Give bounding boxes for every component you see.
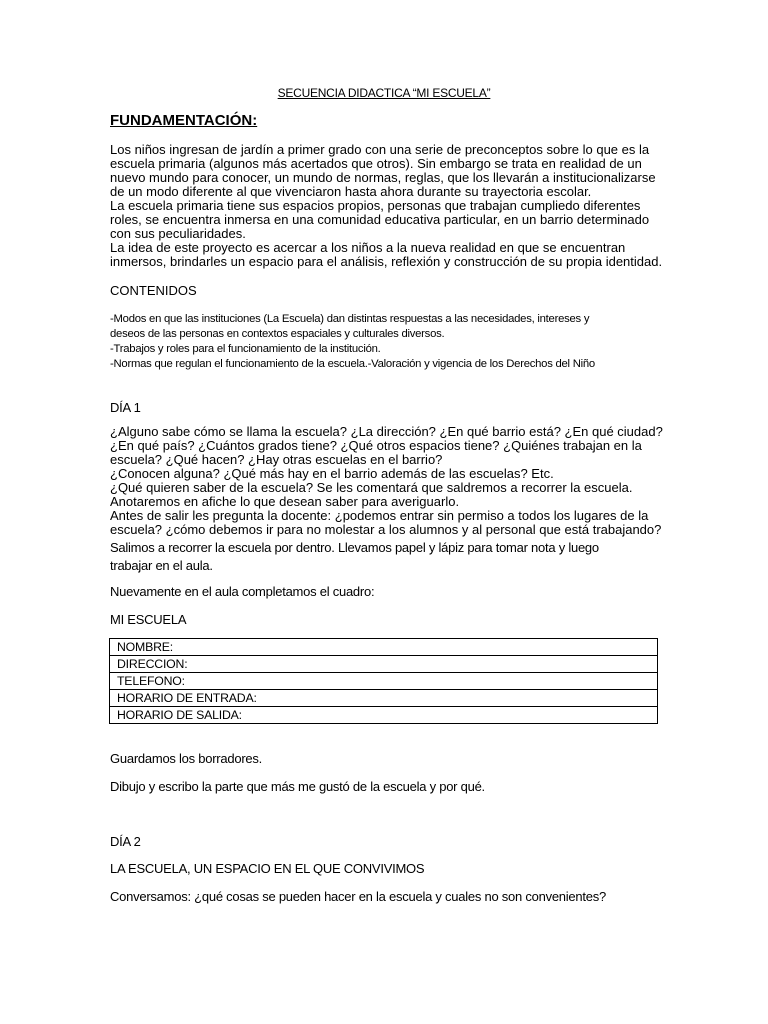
fundamentacion-line: La idea de este proyecto es acercar a los niños a la nueva realidad en que se encuentran — [110, 240, 626, 255]
table-row — [110, 639, 658, 656]
table-cell: HORARIO DE ENTRADA: — [110, 690, 658, 707]
salimos-line: trabajar en el aula. — [110, 558, 213, 573]
table-row — [110, 656, 658, 673]
contenidos-line: -Modos en que las instituciones (La Escuela) dan distintas respuestas a las necesidades, intereses y — [110, 313, 590, 325]
dia2-subtitle: LA ESCUELA, UN ESPACIO EN EL QUE CONVIVIMOS — [110, 861, 425, 876]
fundamentacion-line: Los niños ingresan de jardín a primer grado con una serie de preconceptos sobre lo que es la — [110, 142, 650, 157]
fundamentacion-line: de un modo diferente al que vivenciaron hasta ahora durante su trayectoria escolar. — [110, 184, 592, 199]
fundamentacion-line: La escuela primaria tiene sus espacios propios, personas que trabajan cumpliedo diferentes — [110, 198, 641, 213]
table-cell: HORARIO DE SALIDA: — [110, 707, 658, 724]
fundamentacion-line: con sus peculiaridades. — [110, 226, 246, 241]
fundamentacion-heading: FUNDAMENTACIÓN: — [110, 112, 258, 129]
dia2-heading: DÍA 2 — [110, 834, 141, 849]
fundamentacion-line: escuela primaria (algunos más acertados que otros). Sin embargo se trata en realidad de un — [110, 156, 642, 171]
fundamentacion-line: inmersos, brindarles un espacio para el análisis, reflexión y construcción de su propia identidad. — [110, 254, 663, 269]
dia1-question-line: escuela? ¿cómo debemos ir para no molestar a los alumnos y al personal que está trabajando? — [110, 522, 662, 537]
document-title: SECUENCIA DIDACTICA “MI ESCUELA” — [277, 86, 491, 100]
table-title: MI ESCUELA — [110, 612, 187, 627]
dia1-question-line: ¿En qué país? ¿Cuántos grados tiene? ¿Qué otros espacios tiene? ¿Quiénes trabajan en la — [110, 438, 642, 453]
fundamentacion-line: roles, se encuentra inmersa en una comunidad educativa particular, en un barrio determinado — [110, 212, 650, 227]
guardamos-text: Guardamos los borradores. — [110, 751, 262, 766]
contenidos-line: -Normas que regulan el funcionamiento de la escuela.-Valoración y vigencia de los Derechos del Niño — [110, 358, 595, 370]
contenidos-heading: CONTENIDOS — [110, 283, 197, 298]
dia1-question-line: ¿Qué quieren saber de la escuela? Se les comentará que saldremos a recorrer la escuela. — [110, 480, 633, 495]
dibujo-text: Dibujo y escribo la parte que más me gustó de la escuela y por qué. — [110, 779, 485, 794]
table-row — [110, 690, 658, 707]
table-cell: DIRECCION: — [110, 656, 658, 673]
dia1-question-line: Anotaremos en afiche lo que desean saber para averiguarlo. — [110, 494, 460, 509]
contenidos-line: deseos de las personas en contextos espaciales y culturales diversos. — [110, 328, 445, 340]
table-cell: TELEFONO: — [110, 673, 658, 690]
dia1-heading: DÍA 1 — [110, 400, 141, 415]
dia1-question-line: Antes de salir les pregunta la docente: ¿podemos entrar sin permiso a todos los lugares de la — [110, 508, 649, 523]
salimos-line: Salimos a recorrer la escuela por dentro. Llevamos papel y lápiz para tomar nota y luego — [110, 540, 599, 555]
dia1-question-line: ¿Alguno sabe cómo se llama la escuela? ¿La dirección? ¿En qué barrio está? ¿En qué ciudad? — [110, 424, 663, 439]
mi-escuela-table — [109, 638, 658, 724]
table-cell: NOMBRE: — [110, 639, 658, 656]
dia1-question-line: ¿Conocen alguna? ¿Qué más hay en el barrio además de las escuelas? Etc. — [110, 466, 554, 481]
contenidos-line: -Trabajos y roles para el funcionamiento de la institución. — [110, 343, 381, 355]
table-row — [110, 707, 658, 724]
table-row — [110, 673, 658, 690]
dia1-question-line: escuela? ¿Qué hacen? ¿Hay otras escuelas en el barrio? — [110, 452, 443, 467]
nuevamente-text: Nuevamente en el aula completamos el cuadro: — [110, 584, 375, 599]
fundamentacion-line: nuevo mundo para conocer, un mundo de normas, reglas, que los llevarán a institucionalizarse — [110, 170, 656, 185]
conversamos-text: Conversamos: ¿qué cosas se pueden hacer en la escuela y cuales no son convenientes? — [110, 889, 606, 904]
